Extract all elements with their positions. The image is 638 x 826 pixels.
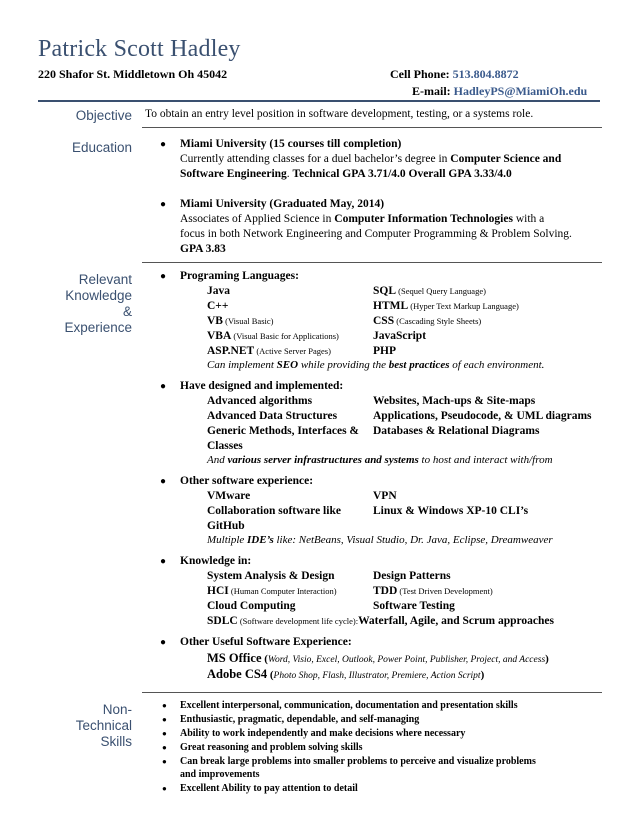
objective-text: To obtain an entry level position in software development, testing, or a systems role. bbox=[145, 108, 534, 120]
email-label: E-mail: bbox=[412, 84, 451, 98]
text: Multiple bbox=[207, 534, 248, 546]
designed-heading: Have designed and implemented: bbox=[180, 380, 344, 392]
language-item bbox=[207, 284, 230, 299]
education-line: focus in both Network Engineering and Computer Programming & Problem Solving. bbox=[180, 228, 572, 240]
phone bbox=[390, 67, 519, 82]
text: Design Patterns bbox=[373, 570, 451, 582]
text-small: (Test Driven Development) bbox=[397, 586, 493, 596]
text: HCI bbox=[207, 585, 229, 597]
text: ) bbox=[480, 669, 485, 681]
text: ( bbox=[261, 653, 268, 665]
skill-item: Excellent interpersonal, communication, documentation and presentation skills bbox=[180, 700, 518, 711]
text-small: (Active Server Pages) bbox=[254, 346, 331, 356]
skill-item: Enthusiastic, pragmatic, dependable, and self-managing bbox=[180, 714, 420, 725]
skill-item: Excellent Ability to pay attention to detail bbox=[180, 783, 358, 794]
languages-note bbox=[207, 358, 544, 373]
bullet-icon: ● bbox=[160, 637, 167, 648]
phone-label: Cell Phone: bbox=[390, 67, 450, 81]
email-link[interactable]: HadleyPS@MiamiOh.edu bbox=[453, 84, 588, 98]
label-line: Experience bbox=[64, 320, 132, 335]
header-divider bbox=[38, 100, 600, 102]
education-line bbox=[180, 152, 605, 168]
text: TDD bbox=[373, 585, 398, 597]
section-label-relevant bbox=[36, 272, 132, 336]
bullet-icon: ● bbox=[160, 556, 167, 567]
other-software-note bbox=[207, 533, 553, 548]
sdlc-line bbox=[207, 614, 554, 629]
other-software-item: GitHub bbox=[207, 520, 245, 532]
text: PHP bbox=[373, 345, 396, 357]
text: VB bbox=[207, 315, 223, 327]
designed-item: Advanced algorithms bbox=[207, 395, 313, 407]
text: And bbox=[207, 454, 228, 466]
text-bold: IDE’s bbox=[247, 534, 274, 546]
text: Software Testing bbox=[373, 600, 455, 612]
knowledge-item bbox=[373, 584, 493, 599]
text: VBA bbox=[207, 330, 232, 342]
knowledge-heading: Knowledge in: bbox=[180, 555, 252, 567]
language-item bbox=[373, 299, 519, 314]
text-small: (Software development life cycle): bbox=[237, 616, 359, 626]
text-small: (Human Computer Interaction) bbox=[228, 586, 337, 596]
text: System Analysis & Design bbox=[207, 570, 335, 582]
label-line: Knowledge bbox=[65, 288, 132, 303]
knowledge-item bbox=[207, 584, 337, 599]
languages-heading: Programing Languages: bbox=[180, 270, 299, 282]
language-item bbox=[207, 344, 331, 359]
text: while providing the bbox=[298, 359, 389, 371]
text-bold: Software Engineering bbox=[180, 168, 287, 180]
text-bold: MS Office bbox=[207, 651, 262, 665]
text: of each environment. bbox=[449, 359, 545, 371]
education-line bbox=[180, 167, 605, 183]
language-item bbox=[207, 329, 339, 344]
bullet-icon: ● bbox=[160, 476, 167, 487]
text: ASP.NET bbox=[207, 345, 255, 357]
text-small: (Cascading Style Sheets) bbox=[394, 316, 482, 326]
ms-office-line bbox=[207, 651, 549, 668]
designed-item: Applications, Pseudocode, & UML diagrams bbox=[373, 410, 592, 422]
language-item bbox=[373, 314, 481, 329]
label-line: Non- bbox=[102, 702, 132, 717]
skill-item-continued: and improvements bbox=[180, 769, 260, 780]
section-divider bbox=[142, 692, 602, 693]
label-line: Skills bbox=[100, 734, 132, 749]
education-line bbox=[180, 212, 605, 228]
language-item bbox=[207, 299, 228, 314]
text-bold: best practices bbox=[388, 359, 450, 371]
designed-item: Advanced Data Structures bbox=[207, 410, 338, 422]
text: like: NetBeans, Visual Studio, Dr. Java, Eclipse, Dreamweaver bbox=[273, 534, 553, 546]
bullet-icon: ● bbox=[162, 757, 167, 766]
skill-item: Great reasoning and problem solving skills bbox=[180, 742, 363, 753]
bullet-icon: ● bbox=[162, 701, 167, 710]
knowledge-item bbox=[373, 599, 455, 614]
text: ( bbox=[267, 669, 274, 681]
bullet-icon: ● bbox=[162, 784, 167, 793]
address: 220 Shafor St. Middletown Oh 45042 bbox=[38, 67, 228, 81]
other-software-item: Collaboration software like bbox=[207, 505, 341, 517]
candidate-name: Patrick Scott Hadley bbox=[38, 36, 241, 62]
bullet-icon: ● bbox=[162, 715, 167, 724]
designed-item: Generic Methods, Interfaces & bbox=[207, 425, 360, 437]
knowledge-item bbox=[207, 569, 334, 584]
text-small: (Visual Basic for Applications) bbox=[231, 331, 339, 341]
text: to host and interact with/from bbox=[418, 454, 553, 466]
useful-software-heading: Other Useful Software Experience: bbox=[180, 636, 352, 648]
label-line: Technical bbox=[75, 718, 132, 733]
section-divider bbox=[142, 127, 602, 128]
text: with a bbox=[512, 213, 545, 225]
designed-item: Databases & Relational Diagrams bbox=[373, 425, 540, 437]
designed-item: Websites, Mach-ups & Site-maps bbox=[373, 395, 536, 407]
skill-item: Can break large problems into smaller problems to perceive and visualize problems bbox=[180, 756, 536, 767]
text: Cloud Computing bbox=[207, 600, 296, 612]
language-item bbox=[373, 344, 396, 359]
label-line: & bbox=[122, 304, 132, 319]
text-bold: Adobe CS4 bbox=[207, 667, 268, 681]
knowledge-item bbox=[207, 599, 296, 614]
text: JavaScript bbox=[373, 330, 427, 342]
education-title: Miami University (15 courses till completion) bbox=[180, 138, 402, 150]
other-software-item: VPN bbox=[373, 490, 397, 502]
skill-item: Ability to work independently and make decisions where necessary bbox=[180, 728, 466, 739]
text: Java bbox=[207, 285, 230, 297]
text-italic: Word, Visio, Excel, Outlook, Power Point, Publisher, Project, and Access bbox=[267, 655, 546, 665]
bullet-icon: ● bbox=[160, 381, 167, 392]
text-bold: Computer Information Technologies bbox=[334, 213, 513, 225]
text: Can implement bbox=[207, 359, 277, 371]
bullet-icon: ● bbox=[162, 743, 167, 752]
text: C++ bbox=[207, 300, 229, 312]
bullet-icon: ● bbox=[160, 271, 167, 282]
text-small: (Hyper Text Markup Language) bbox=[408, 301, 519, 311]
phone-number[interactable]: 513.804.8872 bbox=[452, 67, 519, 81]
designed-item: Classes bbox=[207, 440, 243, 452]
language-item bbox=[373, 284, 486, 299]
text: HTML bbox=[373, 300, 409, 312]
email bbox=[412, 84, 587, 99]
gpa-text: GPA 3.83 bbox=[180, 243, 226, 255]
text: CSS bbox=[373, 315, 395, 327]
section-label-objective: Objective bbox=[75, 108, 132, 123]
text: Currently attending classes for a duel bachelor’s degree in bbox=[180, 153, 451, 165]
text: Waterfall, Agile, and Scrum approaches bbox=[358, 615, 554, 627]
text: Associates of Applied Science in bbox=[180, 213, 335, 225]
text: SDLC bbox=[207, 615, 238, 627]
text-bold: SEO bbox=[276, 359, 299, 371]
knowledge-item bbox=[373, 569, 451, 584]
text-italic: Photo Shop, Flash, Illustrator, Premiere, Action Script bbox=[273, 671, 481, 681]
adobe-line bbox=[207, 667, 484, 684]
other-software-heading: Other software experience: bbox=[180, 475, 314, 487]
text: ) bbox=[545, 653, 549, 665]
other-software-item: VMware bbox=[207, 490, 251, 502]
section-label-nontechnical bbox=[36, 702, 132, 750]
bullet-icon: ● bbox=[160, 139, 167, 150]
bullet-icon: ● bbox=[160, 199, 167, 210]
section-divider bbox=[142, 262, 602, 263]
language-item bbox=[207, 314, 273, 329]
text-bold: various server infrastructures and systems bbox=[227, 454, 419, 466]
gpa-text: Technical GPA 3.71/4.0 Overall GPA 3.33/4.0 bbox=[292, 168, 512, 180]
education-title: Miami University (Graduated May, 2014) bbox=[180, 198, 385, 210]
other-software-item: Linux & Windows XP-10 CLI’s bbox=[373, 505, 529, 517]
label-line: Relevant bbox=[78, 272, 132, 287]
text: SQL bbox=[373, 285, 397, 297]
text-small: (Sequel Query Language) bbox=[396, 286, 486, 296]
text-bold: Computer Science and bbox=[450, 153, 562, 165]
text: . bbox=[286, 168, 293, 180]
section-label-education: Education bbox=[71, 140, 132, 155]
designed-note bbox=[207, 453, 553, 468]
text-small: (Visual Basic) bbox=[222, 316, 274, 326]
language-item bbox=[373, 329, 426, 344]
bullet-icon: ● bbox=[162, 729, 167, 738]
